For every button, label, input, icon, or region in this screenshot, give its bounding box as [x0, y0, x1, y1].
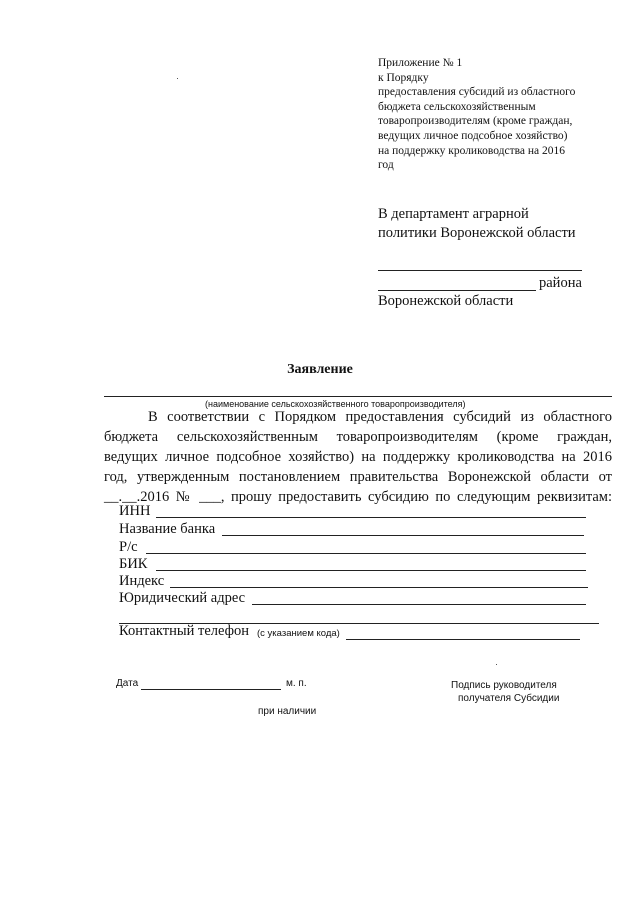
- document-title: Заявление: [287, 362, 353, 377]
- account-label: Р/с: [119, 539, 138, 555]
- addressee-line-2: политики Воронежской области: [378, 225, 576, 241]
- legal-address-label: Юридический адрес: [119, 590, 246, 606]
- phone-field[interactable]: [346, 639, 580, 640]
- phone-label: Контактный телефон: [119, 623, 250, 639]
- producer-name-line[interactable]: [104, 396, 612, 397]
- legal-address-field[interactable]: [252, 604, 586, 605]
- region-label: Воронежской области: [378, 293, 514, 309]
- signature-label-line-2: получателя Субсидии: [458, 693, 560, 704]
- appendix-line: бюджета сельскохозяйственным: [378, 100, 536, 113]
- bik-field[interactable]: [156, 570, 586, 571]
- account-field[interactable]: [146, 553, 586, 554]
- paragraph-line-5: __.__.2016 № ___, прошу предоставить субсидию по следующим реквизитам:: [104, 489, 612, 505]
- addressee-line-1: В департамент аграрной: [378, 206, 529, 222]
- paragraph-line-3: ведущих личное подсобное хозяйство) на поддержку кролиководства на 2016: [104, 449, 612, 465]
- inn-field[interactable]: [156, 517, 586, 518]
- date-label: Дата: [116, 678, 139, 689]
- phone-note: (с указанием кода): [257, 628, 340, 639]
- appendix-line: на поддержку кролиководства на 2016: [378, 144, 565, 157]
- paragraph-line-2: бюджета сельскохозяйственным товаропроизводителям (кроме граждан,: [104, 429, 612, 445]
- index-label: Индекс: [119, 573, 165, 589]
- addressee-block: [378, 205, 576, 243]
- appendix-line: год: [378, 159, 394, 172]
- paragraph-line-1: В соответствии с Порядком предоставления субсидий из областного: [148, 409, 612, 425]
- appendix-line: товаропроизводителям (кроме граждан,: [378, 115, 573, 128]
- appendix-line: к Порядку: [378, 71, 429, 84]
- inn-label: ИНН: [119, 503, 151, 519]
- addressee-blank-line-1[interactable]: [378, 270, 582, 271]
- district-blank-line[interactable]: [378, 290, 536, 291]
- date-field[interactable]: [141, 689, 281, 690]
- bik-label: БИК: [119, 556, 148, 572]
- signature-label-line-1: Подпись руководителя: [451, 680, 557, 691]
- scan-speck: [177, 78, 178, 79]
- scan-speck: [496, 664, 497, 665]
- appendix-line: ведущих личное подсобное хозяйство): [378, 129, 568, 142]
- bank-name-label: Название банка: [119, 521, 216, 537]
- bank-name-field[interactable]: [222, 535, 584, 536]
- stamp-label: м. п.: [286, 678, 307, 689]
- index-field[interactable]: [170, 587, 588, 588]
- if-available-label: при наличии: [258, 706, 317, 717]
- paragraph-line-4: год, утвержденным постановлением правительства Воронежской области от: [104, 469, 612, 485]
- appendix-line: Приложение № 1: [378, 57, 463, 69]
- appendix-line: предоставления субсидий из областного: [378, 86, 576, 99]
- appendix-header: [378, 56, 610, 173]
- producer-name-caption: (наименование сельскохозяйственного товаропроизводителя): [205, 399, 466, 409]
- district-suffix: района: [539, 275, 582, 291]
